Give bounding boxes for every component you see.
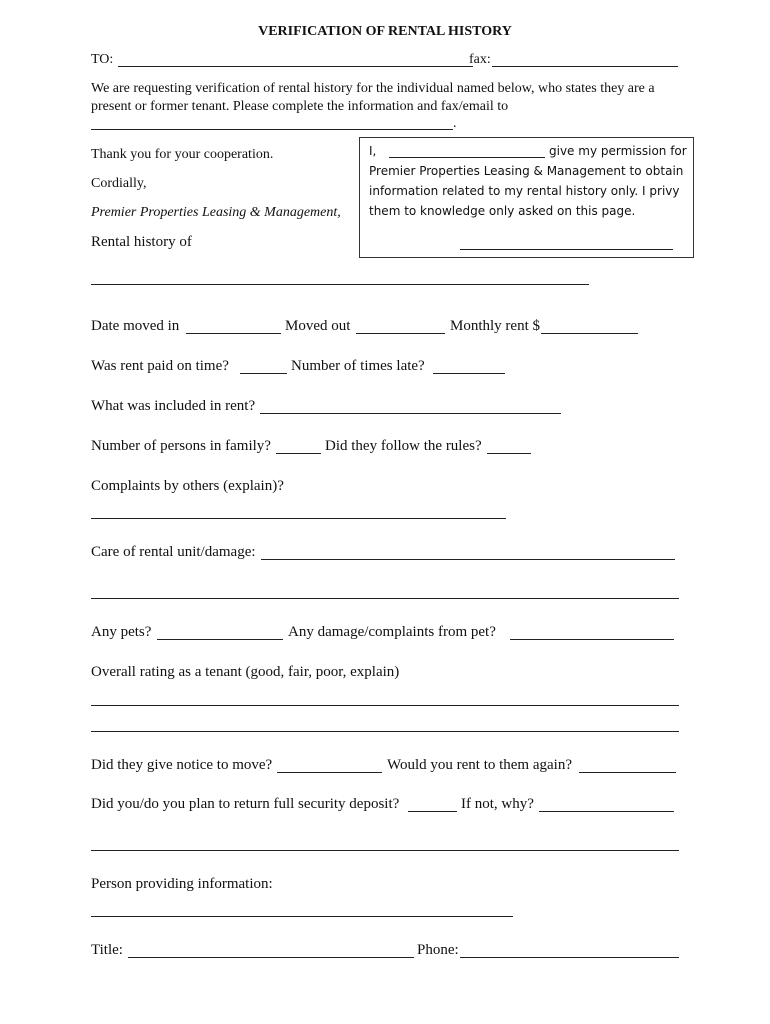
- permission-box: [359, 137, 694, 258]
- if-not-why-label: If not, why?: [461, 796, 534, 812]
- overall-rating-field-1[interactable]: [91, 705, 679, 706]
- company-signature: Premier Properties Leasing & Management,: [91, 205, 341, 220]
- any-pets-label: Any pets?: [91, 624, 152, 640]
- included-in-rent-label: What was included in rent?: [91, 398, 256, 414]
- fax-label: fax:: [469, 52, 491, 67]
- moved-out-field[interactable]: [356, 333, 445, 334]
- thanks-text: Thank you for your cooperation.: [91, 147, 274, 162]
- care-of-unit-label: Care of rental unit/damage:: [91, 544, 256, 560]
- permission-signature-field[interactable]: [460, 249, 673, 250]
- included-in-rent-field[interactable]: [260, 413, 561, 414]
- any-pets-field[interactable]: [157, 639, 283, 640]
- follow-rules-field[interactable]: [487, 453, 531, 454]
- intro-line-2: present or former tenant. Please complete the information and fax/email to: [91, 99, 509, 114]
- intro-period: .: [453, 116, 457, 131]
- phone-label: Phone:: [417, 942, 459, 958]
- title-field[interactable]: [128, 957, 414, 958]
- persons-in-family-field[interactable]: [276, 453, 321, 454]
- if-not-why-field[interactable]: [539, 811, 674, 812]
- notice-to-move-field[interactable]: [277, 772, 382, 773]
- notice-to-move-label: Did they give notice to move?: [91, 757, 273, 773]
- permission-text: [369, 141, 687, 221]
- rent-on-time-field[interactable]: [240, 373, 287, 374]
- fax-email-field[interactable]: [91, 129, 453, 130]
- monthly-rent-field[interactable]: [541, 333, 638, 334]
- person-providing-label: Person providing information:: [91, 876, 273, 892]
- permission-prefix: I,: [369, 144, 377, 158]
- tenant-name-field[interactable]: [91, 284, 589, 285]
- rent-again-field[interactable]: [579, 772, 676, 773]
- rental-history-of-label: Rental history of: [91, 234, 192, 250]
- title-label: Title:: [91, 942, 123, 958]
- permission-suffix: give my permission for: [549, 144, 687, 158]
- if-not-why-field-2[interactable]: [91, 850, 679, 851]
- security-deposit-label: Did you/do you plan to return full security deposit?: [91, 796, 400, 812]
- complaints-label: Complaints by others (explain)?: [91, 478, 284, 494]
- moved-out-label: Moved out: [285, 318, 351, 334]
- overall-rating-label: Overall rating as a tenant (good, fair, poor, explain): [91, 664, 400, 680]
- intro-line-1: We are requesting verification of rental history for the individual named below, who states they are a: [91, 81, 655, 96]
- document-title: VERIFICATION OF RENTAL HISTORY: [258, 24, 512, 39]
- overall-rating-field-2[interactable]: [91, 731, 679, 732]
- follow-rules-label: Did they follow the rules?: [325, 438, 482, 454]
- security-deposit-field[interactable]: [408, 811, 457, 812]
- care-of-unit-field[interactable]: [261, 559, 675, 560]
- permission-line-3: information related to my rental history only. I privy: [369, 184, 680, 198]
- date-moved-in-label: Date moved in: [91, 318, 180, 334]
- date-moved-in-field[interactable]: [186, 333, 281, 334]
- monthly-rent-label: Monthly rent $: [450, 318, 540, 334]
- permission-name-field[interactable]: [389, 157, 545, 158]
- care-of-unit-field-2[interactable]: [91, 598, 679, 599]
- times-late-field[interactable]: [433, 373, 505, 374]
- pet-complaints-label: Any damage/complaints from pet?: [288, 624, 496, 640]
- cordially-text: Cordially,: [91, 176, 147, 191]
- phone-field[interactable]: [460, 957, 679, 958]
- to-label: TO:: [91, 52, 114, 67]
- permission-line-2: Premier Properties Leasing & Management to obtain: [369, 164, 684, 178]
- persons-in-family-label: Number of persons in family?: [91, 438, 271, 454]
- fax-field[interactable]: [492, 66, 678, 67]
- rent-again-label: Would you rent to them again?: [387, 757, 572, 773]
- rent-on-time-label: Was rent paid on time?: [91, 358, 229, 374]
- times-late-label: Number of times late?: [291, 358, 425, 374]
- complaints-field[interactable]: [91, 518, 506, 519]
- person-providing-field[interactable]: [91, 916, 513, 917]
- to-field[interactable]: [118, 66, 473, 67]
- permission-line-4: them to knowledge only asked on this page.: [369, 204, 636, 218]
- pet-complaints-field[interactable]: [510, 639, 674, 640]
